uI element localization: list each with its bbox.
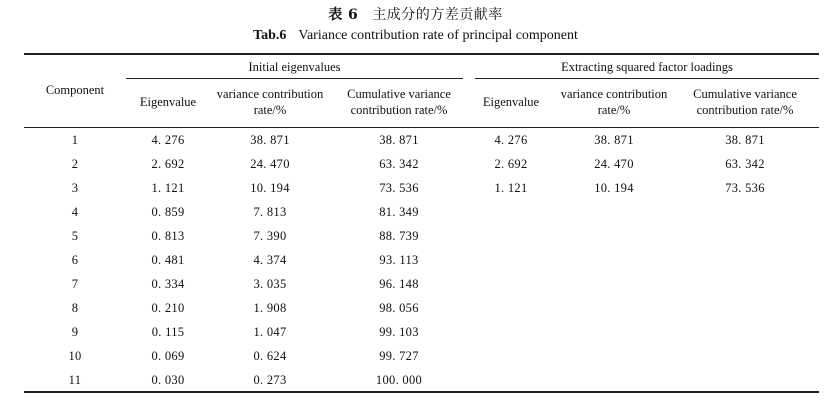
initial-group-rule <box>126 78 463 79</box>
cell-extract-cumulative: 63. 342 <box>725 157 765 171</box>
cell-initial-eigenvalue: 0. 481 <box>151 253 185 267</box>
table-bottom-rule <box>24 391 819 393</box>
header-extract-variance-line2: rate/% <box>597 103 631 117</box>
cell-initial-eigenvalue: 0. 813 <box>151 229 185 243</box>
header-initial-variance <box>206 86 334 118</box>
header-initial-eigenvalue: Eigenvalue <box>139 95 197 109</box>
header-extract-eigenvalue: Eigenvalue <box>482 95 540 109</box>
cell-initial-variance: 1. 908 <box>253 301 287 315</box>
cell-initial-variance: 3. 035 <box>253 277 287 291</box>
cell-extract-variance: 24. 470 <box>594 157 634 171</box>
cell-component: 6 <box>71 253 79 267</box>
cell-initial-eigenvalue: 0. 115 <box>151 325 185 339</box>
cell-component: 3 <box>71 181 79 195</box>
cell-initial-cumulative: 88. 739 <box>379 229 419 243</box>
header-group-extract: Extracting squared factor loadings <box>561 60 733 74</box>
cell-component: 9 <box>71 325 79 339</box>
header-extract-cumulative-line1: Cumulative variance <box>693 87 797 101</box>
cell-extract-cumulative: 73. 536 <box>725 181 765 195</box>
cell-initial-eigenvalue: 1. 121 <box>151 181 185 195</box>
header-initial-variance-line2: rate/% <box>253 103 287 117</box>
header-extract-cumulative <box>680 86 810 118</box>
cell-initial-eigenvalue: 0. 859 <box>151 205 185 219</box>
cell-initial-eigenvalue: 0. 210 <box>151 301 185 315</box>
cell-component: 5 <box>71 229 79 243</box>
cell-initial-variance: 1. 047 <box>253 325 287 339</box>
cell-initial-cumulative: 73. 536 <box>379 181 419 195</box>
cell-extract-eigenvalue: 4. 276 <box>494 133 528 147</box>
cell-component: 10 <box>68 349 82 363</box>
cell-component: 1 <box>71 133 79 147</box>
cell-initial-cumulative: 93. 113 <box>379 253 419 267</box>
cell-initial-cumulative: 99. 103 <box>379 325 419 339</box>
cell-initial-variance: 38. 871 <box>250 133 290 147</box>
header-initial-cumulative <box>336 86 462 118</box>
header-initial-variance-line1: variance contribution <box>216 87 324 101</box>
cell-initial-cumulative: 38. 871 <box>379 133 419 147</box>
cell-initial-variance: 24. 470 <box>250 157 290 171</box>
cell-initial-variance: 7. 390 <box>253 229 287 243</box>
table-title-cn: 主成分的方差贡献率 <box>372 7 503 23</box>
cell-component: 7 <box>71 277 79 291</box>
cell-initial-eigenvalue: 0. 030 <box>151 373 185 387</box>
cell-initial-eigenvalue: 2. 692 <box>151 157 185 171</box>
header-initial-cumulative-line1: Cumulative variance <box>347 87 451 101</box>
cell-extract-variance: 10. 194 <box>594 181 634 195</box>
cell-initial-eigenvalue: 0. 069 <box>151 349 185 363</box>
cell-component: 4 <box>71 205 79 219</box>
cell-initial-eigenvalue: 0. 334 <box>151 277 185 291</box>
table-caption-cn <box>0 4 831 24</box>
cell-initial-cumulative: 81. 349 <box>379 205 419 219</box>
header-group-initial: Initial eigenvalues <box>248 60 341 74</box>
cell-component: 8 <box>71 301 79 315</box>
cell-component: 2 <box>71 157 79 171</box>
cell-initial-variance: 0. 273 <box>253 373 287 387</box>
cell-component: 11 <box>68 373 82 387</box>
cell-initial-eigenvalue: 4. 276 <box>151 133 185 147</box>
header-component: Component <box>45 83 105 97</box>
table-caption-en <box>0 28 831 44</box>
header-bottom-rule <box>24 127 819 128</box>
cell-initial-cumulative: 98. 056 <box>379 301 419 315</box>
cell-extract-eigenvalue: 1. 121 <box>494 181 528 195</box>
cell-extract-cumulative: 38. 871 <box>725 133 765 147</box>
cell-extract-variance: 38. 871 <box>594 133 634 147</box>
cell-initial-variance: 0. 624 <box>253 349 287 363</box>
cell-initial-variance: 10. 194 <box>250 181 290 195</box>
cell-initial-variance: 4. 374 <box>253 253 287 267</box>
table-number-en: Tab.6 <box>253 28 287 43</box>
cell-initial-cumulative: 100. 000 <box>375 373 423 387</box>
cell-initial-cumulative: 99. 727 <box>379 349 419 363</box>
cell-initial-variance: 7. 813 <box>253 205 287 219</box>
table-number-cn: 表 6 <box>328 7 359 23</box>
table-title-en: Variance contribution rate of principal component <box>298 28 578 43</box>
header-extract-variance-line1: variance contribution <box>560 87 668 101</box>
header-extract-cumulative-line2: contribution rate/% <box>696 103 794 117</box>
header-initial-cumulative-line2: contribution rate/% <box>350 103 448 117</box>
cell-initial-cumulative: 96. 148 <box>379 277 419 291</box>
extract-group-rule <box>475 78 819 79</box>
table-top-rule <box>24 53 819 55</box>
cell-initial-cumulative: 63. 342 <box>379 157 419 171</box>
header-extract-variance <box>549 86 679 118</box>
cell-extract-eigenvalue: 2. 692 <box>494 157 528 171</box>
